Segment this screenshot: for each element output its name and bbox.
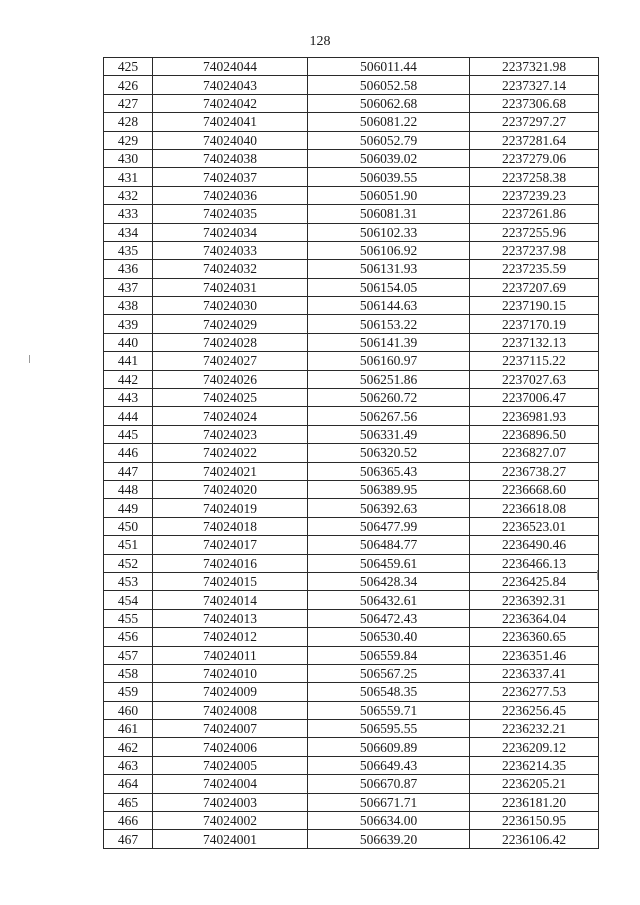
y-coordinate-cell: 2236827.07 [470, 444, 599, 462]
row-number-cell: 446 [104, 444, 153, 462]
table-row [104, 186, 599, 204]
table-row [104, 168, 599, 186]
x-coordinate-cell: 506039.55 [308, 168, 470, 186]
y-coordinate-cell: 2236214.35 [470, 756, 599, 774]
x-coordinate-cell: 506052.58 [308, 76, 470, 94]
y-coordinate-cell: 2237235.59 [470, 260, 599, 278]
row-number-cell: 452 [104, 554, 153, 572]
y-coordinate-cell: 2236106.42 [470, 830, 599, 848]
x-coordinate-cell: 506081.22 [308, 113, 470, 131]
row-number-cell: 466 [104, 812, 153, 830]
table-row [104, 223, 599, 241]
x-coordinate-cell: 506320.52 [308, 444, 470, 462]
point-id-cell: 74024023 [153, 425, 308, 443]
point-id-cell: 74024041 [153, 113, 308, 131]
y-coordinate-cell: 2236205.21 [470, 775, 599, 793]
y-coordinate-cell: 2236490.46 [470, 536, 599, 554]
table-row [104, 499, 599, 517]
point-id-cell: 74024009 [153, 683, 308, 701]
point-id-cell: 74024005 [153, 756, 308, 774]
row-number-cell: 465 [104, 793, 153, 811]
point-id-cell: 74024006 [153, 738, 308, 756]
point-id-cell: 74024043 [153, 76, 308, 94]
table-row [104, 113, 599, 131]
y-coordinate-cell: 2237170.19 [470, 315, 599, 333]
table-row [104, 425, 599, 443]
x-coordinate-cell: 506670.87 [308, 775, 470, 793]
x-coordinate-cell: 506472.43 [308, 609, 470, 627]
x-coordinate-cell: 506595.55 [308, 720, 470, 738]
y-coordinate-cell: 2236209.12 [470, 738, 599, 756]
y-coordinate-cell: 2237281.64 [470, 131, 599, 149]
x-coordinate-cell: 506432.61 [308, 591, 470, 609]
table-row [104, 131, 599, 149]
table-row [104, 297, 599, 315]
point-id-cell: 74024014 [153, 591, 308, 609]
y-coordinate-cell: 2236277.53 [470, 683, 599, 701]
x-coordinate-cell: 506062.68 [308, 94, 470, 112]
x-coordinate-cell: 506141.39 [308, 333, 470, 351]
x-coordinate-cell: 506160.97 [308, 352, 470, 370]
x-coordinate-cell: 506459.61 [308, 554, 470, 572]
table-row [104, 554, 599, 572]
point-id-cell: 74024020 [153, 480, 308, 498]
point-id-cell: 74024033 [153, 241, 308, 259]
x-coordinate-cell: 506649.43 [308, 756, 470, 774]
y-coordinate-cell: 2237279.06 [470, 149, 599, 167]
table-row [104, 517, 599, 535]
coordinates-table [103, 57, 599, 849]
table-row [104, 720, 599, 738]
y-coordinate-cell: 2237237.98 [470, 241, 599, 259]
scan-mark [597, 570, 598, 580]
point-id-cell: 74024017 [153, 536, 308, 554]
y-coordinate-cell: 2237258.38 [470, 168, 599, 186]
y-coordinate-cell: 2237255.96 [470, 223, 599, 241]
y-coordinate-cell: 2236150.95 [470, 812, 599, 830]
page-number: 128 [309, 34, 331, 49]
table-row [104, 572, 599, 590]
point-id-cell: 74024029 [153, 315, 308, 333]
x-coordinate-cell: 506144.63 [308, 297, 470, 315]
point-id-cell: 74024031 [153, 278, 308, 296]
row-number-cell: 455 [104, 609, 153, 627]
x-coordinate-cell: 506052.79 [308, 131, 470, 149]
x-coordinate-cell: 506548.35 [308, 683, 470, 701]
table-row [104, 480, 599, 498]
x-coordinate-cell: 506106.92 [308, 241, 470, 259]
point-id-cell: 74024004 [153, 775, 308, 793]
point-id-cell: 74024034 [153, 223, 308, 241]
table-row [104, 738, 599, 756]
x-coordinate-cell: 506392.63 [308, 499, 470, 517]
table-row [104, 241, 599, 259]
row-number-cell: 458 [104, 664, 153, 682]
row-number-cell: 432 [104, 186, 153, 204]
table-row [104, 628, 599, 646]
x-coordinate-cell: 506639.20 [308, 830, 470, 848]
point-id-cell: 74024035 [153, 205, 308, 223]
table-row [104, 58, 599, 76]
row-number-cell: 449 [104, 499, 153, 517]
y-coordinate-cell: 2236738.27 [470, 462, 599, 480]
x-coordinate-cell: 506365.43 [308, 462, 470, 480]
y-coordinate-cell: 2237132.13 [470, 333, 599, 351]
y-coordinate-cell: 2237006.47 [470, 389, 599, 407]
y-coordinate-cell: 2236351.46 [470, 646, 599, 664]
scan-mark [29, 355, 30, 363]
x-coordinate-cell: 506484.77 [308, 536, 470, 554]
row-number-cell: 428 [104, 113, 153, 131]
row-number-cell: 454 [104, 591, 153, 609]
point-id-cell: 74024001 [153, 830, 308, 848]
y-coordinate-cell: 2237190.15 [470, 297, 599, 315]
row-number-cell: 445 [104, 425, 153, 443]
table-row [104, 701, 599, 719]
point-id-cell: 74024032 [153, 260, 308, 278]
table-row [104, 646, 599, 664]
row-number-cell: 457 [104, 646, 153, 664]
row-number-cell: 427 [104, 94, 153, 112]
point-id-cell: 74024038 [153, 149, 308, 167]
point-id-cell: 74024044 [153, 58, 308, 76]
point-id-cell: 74024003 [153, 793, 308, 811]
row-number-cell: 433 [104, 205, 153, 223]
y-coordinate-cell: 2236896.50 [470, 425, 599, 443]
y-coordinate-cell: 2236232.21 [470, 720, 599, 738]
table-row [104, 683, 599, 701]
table-row [104, 812, 599, 830]
x-coordinate-cell: 506051.90 [308, 186, 470, 204]
row-number-cell: 451 [104, 536, 153, 554]
table-row [104, 260, 599, 278]
y-coordinate-cell: 2236364.04 [470, 609, 599, 627]
table-body [104, 58, 599, 849]
point-id-cell: 74024012 [153, 628, 308, 646]
point-id-cell: 74024007 [153, 720, 308, 738]
row-number-cell: 463 [104, 756, 153, 774]
x-coordinate-cell: 506331.49 [308, 425, 470, 443]
table-row [104, 278, 599, 296]
y-coordinate-cell: 2236981.93 [470, 407, 599, 425]
row-number-cell: 447 [104, 462, 153, 480]
x-coordinate-cell: 506634.00 [308, 812, 470, 830]
y-coordinate-cell: 2237261.86 [470, 205, 599, 223]
table-row [104, 830, 599, 848]
y-coordinate-cell: 2236466.13 [470, 554, 599, 572]
row-number-cell: 467 [104, 830, 153, 848]
point-id-cell: 74024037 [153, 168, 308, 186]
x-coordinate-cell: 506102.33 [308, 223, 470, 241]
y-coordinate-cell: 2236618.08 [470, 499, 599, 517]
table-row [104, 609, 599, 627]
row-number-cell: 440 [104, 333, 153, 351]
row-number-cell: 430 [104, 149, 153, 167]
table-row [104, 407, 599, 425]
row-number-cell: 438 [104, 297, 153, 315]
y-coordinate-cell: 2236392.31 [470, 591, 599, 609]
x-coordinate-cell: 506131.93 [308, 260, 470, 278]
row-number-cell: 453 [104, 572, 153, 590]
x-coordinate-cell: 506671.71 [308, 793, 470, 811]
table-row [104, 793, 599, 811]
point-id-cell: 74024015 [153, 572, 308, 590]
point-id-cell: 74024019 [153, 499, 308, 517]
row-number-cell: 431 [104, 168, 153, 186]
row-number-cell: 464 [104, 775, 153, 793]
row-number-cell: 448 [104, 480, 153, 498]
point-id-cell: 74024028 [153, 333, 308, 351]
row-number-cell: 444 [104, 407, 153, 425]
x-coordinate-cell: 506567.25 [308, 664, 470, 682]
table-row [104, 389, 599, 407]
point-id-cell: 74024024 [153, 407, 308, 425]
table-row [104, 591, 599, 609]
y-coordinate-cell: 2236256.45 [470, 701, 599, 719]
y-coordinate-cell: 2236360.65 [470, 628, 599, 646]
point-id-cell: 74024030 [153, 297, 308, 315]
table-row [104, 76, 599, 94]
table-row [104, 444, 599, 462]
row-number-cell: 434 [104, 223, 153, 241]
point-id-cell: 74024026 [153, 370, 308, 388]
row-number-cell: 425 [104, 58, 153, 76]
y-coordinate-cell: 2236668.60 [470, 480, 599, 498]
y-coordinate-cell: 2236181.20 [470, 793, 599, 811]
row-number-cell: 460 [104, 701, 153, 719]
point-id-cell: 74024016 [153, 554, 308, 572]
x-coordinate-cell: 506609.89 [308, 738, 470, 756]
row-number-cell: 459 [104, 683, 153, 701]
table-row [104, 462, 599, 480]
x-coordinate-cell: 506559.71 [308, 701, 470, 719]
row-number-cell: 450 [104, 517, 153, 535]
point-id-cell: 74024025 [153, 389, 308, 407]
x-coordinate-cell: 506154.05 [308, 278, 470, 296]
x-coordinate-cell: 506428.34 [308, 572, 470, 590]
y-coordinate-cell: 2236425.84 [470, 572, 599, 590]
y-coordinate-cell: 2236337.41 [470, 664, 599, 682]
y-coordinate-cell: 2237327.14 [470, 76, 599, 94]
x-coordinate-cell: 506011.44 [308, 58, 470, 76]
x-coordinate-cell: 506153.22 [308, 315, 470, 333]
row-number-cell: 437 [104, 278, 153, 296]
row-number-cell: 461 [104, 720, 153, 738]
x-coordinate-cell: 506530.40 [308, 628, 470, 646]
row-number-cell: 429 [104, 131, 153, 149]
row-number-cell: 462 [104, 738, 153, 756]
row-number-cell: 439 [104, 315, 153, 333]
x-coordinate-cell: 506260.72 [308, 389, 470, 407]
point-id-cell: 74024040 [153, 131, 308, 149]
x-coordinate-cell: 506389.95 [308, 480, 470, 498]
row-number-cell: 443 [104, 389, 153, 407]
point-id-cell: 74024011 [153, 646, 308, 664]
x-coordinate-cell: 506251.86 [308, 370, 470, 388]
y-coordinate-cell: 2237115.22 [470, 352, 599, 370]
point-id-cell: 74024008 [153, 701, 308, 719]
point-id-cell: 74024018 [153, 517, 308, 535]
x-coordinate-cell: 506267.56 [308, 407, 470, 425]
table-row [104, 775, 599, 793]
table-row [104, 205, 599, 223]
y-coordinate-cell: 2237306.68 [470, 94, 599, 112]
point-id-cell: 74024036 [153, 186, 308, 204]
y-coordinate-cell: 2237027.63 [470, 370, 599, 388]
row-number-cell: 456 [104, 628, 153, 646]
y-coordinate-cell: 2237321.98 [470, 58, 599, 76]
row-number-cell: 435 [104, 241, 153, 259]
x-coordinate-cell: 506559.84 [308, 646, 470, 664]
y-coordinate-cell: 2236523.01 [470, 517, 599, 535]
point-id-cell: 74024027 [153, 352, 308, 370]
table-row [104, 536, 599, 554]
point-id-cell: 74024002 [153, 812, 308, 830]
y-coordinate-cell: 2237297.27 [470, 113, 599, 131]
x-coordinate-cell: 506039.02 [308, 149, 470, 167]
point-id-cell: 74024042 [153, 94, 308, 112]
table-row [104, 370, 599, 388]
table-row [104, 315, 599, 333]
row-number-cell: 436 [104, 260, 153, 278]
table-row [104, 149, 599, 167]
point-id-cell: 74024010 [153, 664, 308, 682]
x-coordinate-cell: 506081.31 [308, 205, 470, 223]
row-number-cell: 426 [104, 76, 153, 94]
table-row [104, 352, 599, 370]
table-row [104, 756, 599, 774]
y-coordinate-cell: 2237239.23 [470, 186, 599, 204]
row-number-cell: 442 [104, 370, 153, 388]
x-coordinate-cell: 506477.99 [308, 517, 470, 535]
point-id-cell: 74024021 [153, 462, 308, 480]
point-id-cell: 74024013 [153, 609, 308, 627]
table-row [104, 333, 599, 351]
y-coordinate-cell: 2237207.69 [470, 278, 599, 296]
table-row [104, 664, 599, 682]
table-row [104, 94, 599, 112]
point-id-cell: 74024022 [153, 444, 308, 462]
row-number-cell: 441 [104, 352, 153, 370]
